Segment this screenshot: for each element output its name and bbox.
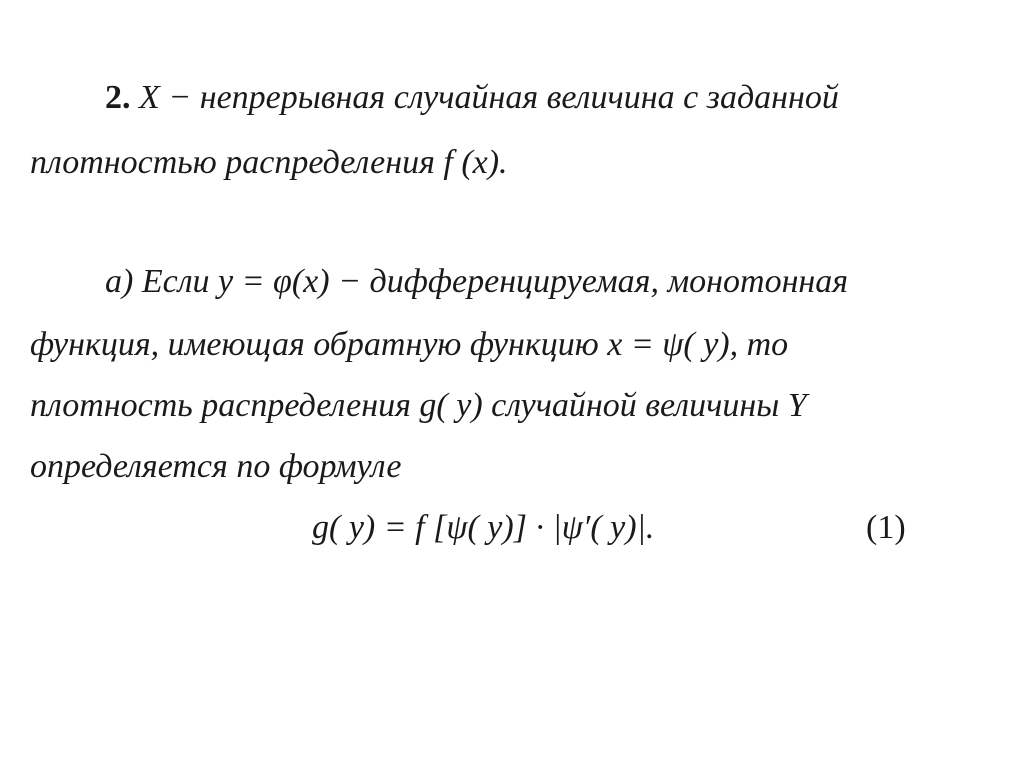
equation-number: (1) [866,509,906,546]
part-a-line-3: плотность распределения g( y) случайной величины Y [30,387,807,424]
density-formula: g( y) = f [ψ( y)] · |ψ′( y)|. [312,509,655,546]
problem-line-2: плотностью распределения f (x). [30,144,508,181]
part-a-line-4: определяется по формуле [30,448,402,485]
problem-number: 2. [105,79,131,116]
part-a-label: a) [105,263,134,300]
part-a-line-2: функция, имеющая обратную функцию x = ψ( y), то [30,326,789,363]
part-a-line-1-text: Если y = φ(x) − дифференцируемая, монотонная [141,263,849,300]
problem-line-1 [105,78,839,118]
problem-line-1-text: X − непрерывная случайная величина с заданной [139,79,839,116]
part-a-line-1 [105,262,848,302]
